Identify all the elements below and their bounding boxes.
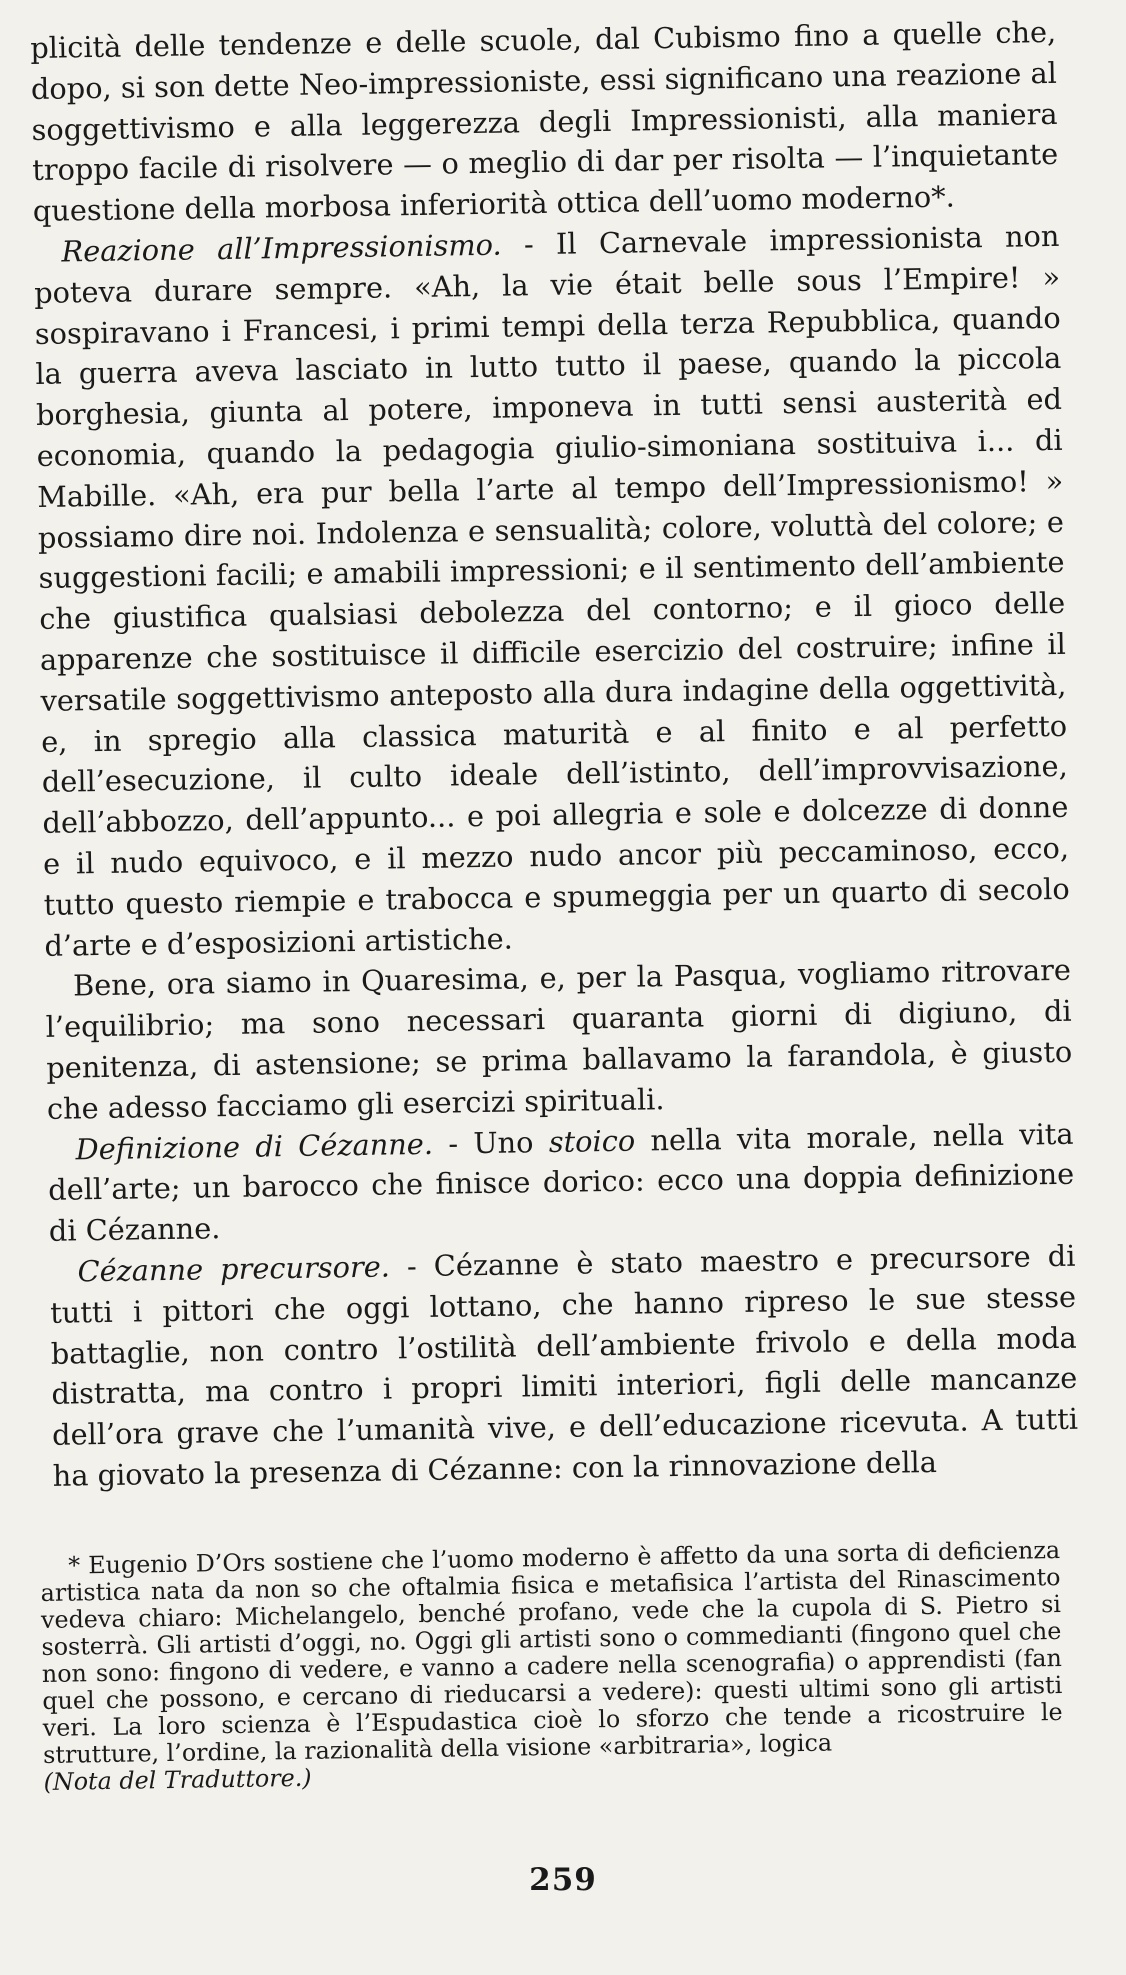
- main-text: [30, 12, 1079, 1497]
- paragraph-continuation: plicità delle tendenze e delle scuole, dal Cubismo fino a quelle che, dopo, si son dette Neo-impressioniste, essi significano una reazione al soggettivismo e alla leggerezza degli Impressionisti, alla maniera troppo facile di risolvere — o meglio di dar per risolta — l’inquietante questione della morbosa inferiorità ottica dell’uomo moderno*.: [30, 14, 1059, 229]
- footnote: [40, 1537, 1064, 1796]
- page-number: 259: [529, 1862, 597, 1898]
- emphasis-stoico: stoico: [548, 1123, 636, 1159]
- paragraph-precursore-text: - Cézanne è stato maestro e precursore di tutti i pittori che oggi lottano, che hanno ripreso le sue stesse battaglie, non contro l’ostilità dell’ambiente frivolo e della moda distratta, ma contro i propri limiti interiori, figli delle mancanze dell’ora grave che l’umanità vive, e dell’educazione ricevuta. A tutti ha giovato la presenza di Cézanne: con la rinnovazione della: [49, 1238, 1079, 1493]
- paragraph-reazione-text: - Il Carnevale impressionista non poteva durare sempre. «Ah, la vie était belle sous l’Empire! » sospiravano i Francesi, i primi tempi della terza Repubblica, quando la guerra aveva lasciato in lutto tutto il paese, quando la piccola borghesia, giunta al potere, imponeva in tutti sensi austerità ed economia, quando la pedagogia giulio-simoniana sostituiva i... di Mabille. «Ah, era pur bella l’arte al tempo dell’Impressionismo! » possiamo dire noi. Indolenza e sensualità; colore, voluttà del colore; e suggestioni facili; e amabili impressioni; e il sentimento dell’ambiente che giustifica qualsiasi debolezza del contorno; e il gioco delle apparenze che sostituisce il difficile esercizio del costruire; infine il versatile soggettivismo anteposto alla dura indagine della oggettività, e, in spregio alla classica maturità e al finito e al perfetto dell’esecuzione, il culto ideale dell’istinto, dell’improvvisazione, dell’abbozzo, dell’appunto... e poi allegria e sole e dolcezze di donne e il nudo equivoco, e il mezzo nudo ancor più peccaminoso, ecco, tutto questo riempie e trabocca e spumeggia per un quarto di secolo d’arte e d’esposizioni artistiche.: [33, 218, 1070, 963]
- footnote-text: * Eugenio D’Ors sostiene che l’uomo moderno è affetto da una sorta di deficienza artistica nata da non so che oftalmia fisica e metafisica l’artista del Rinascimento vedeva chiaro: Michelangelo, benché profano, vede che la cupola di S. Pietro si sosterrà. Gli artisti d’oggi, no. Oggi gli artisti sono o commedianti (fingono quel che non sono: fingono di vedere, e vanno a cadere nella scenografia) o apprendisti (fan quel che possono, e cercano di rieducarsi a vedere): questi ultimi sono gli artisti veri. La loro scienza è l’Espudastica cioè lo sforzo che tende a ricostruire le strutture, l’ordine, la razionalità della visione «arbitraria», logica: [40, 1535, 1063, 1769]
- paragraph-reazione: [33, 216, 1070, 966]
- section-heading-definizione: Definizione di Cézanne.: [75, 1126, 434, 1166]
- section-heading-precursore: Cézanne precursore.: [77, 1249, 391, 1289]
- paragraph-definizione-text-a: - Uno: [432, 1124, 550, 1161]
- paragraph-quaresima: Bene, ora siamo in Quaresima, e, per la Pasqua, vogliamo ritrovare l’equilibrio; ma sono necessari quaranta giorni di digiuno, di penitenza, di astensione; se prima ballavamo la farandola, è giusto che adesso facciamo gli esercizi spirituali.: [45, 953, 1073, 1126]
- paragraph-precursore: [49, 1236, 1079, 1497]
- footnote-credit: (Nota del Traduttore.): [43, 1763, 312, 1796]
- paragraph-definizione: [47, 1113, 1075, 1251]
- paragraph-definizione-text-b: nella vita morale, nella vita dell’arte; un barocco che finisce dorico: ecco una doppia definizione di Cézanne.: [47, 1116, 1075, 1248]
- section-heading-reazione: Reazione all’Impressionismo.: [61, 227, 502, 269]
